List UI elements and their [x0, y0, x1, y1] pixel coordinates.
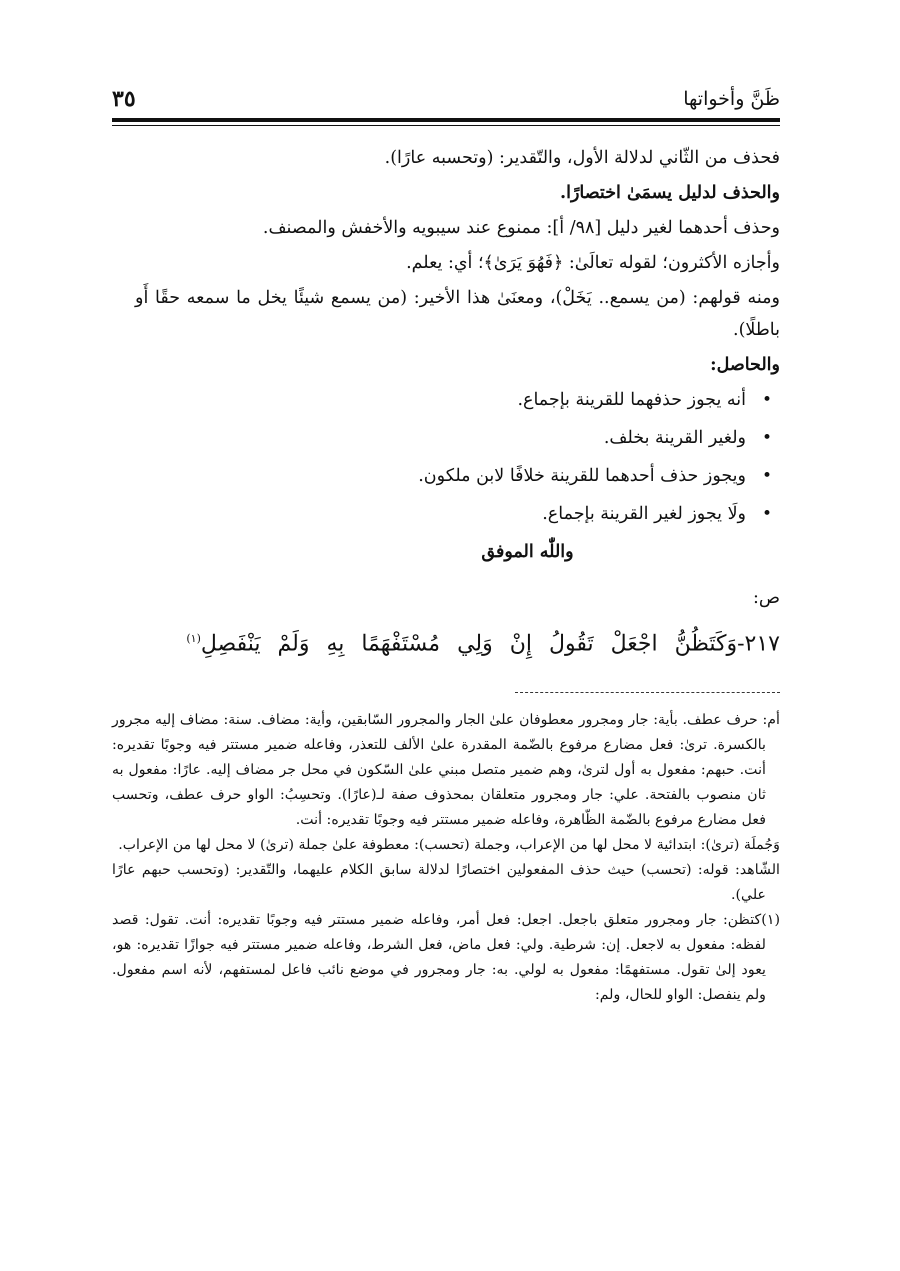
- summary-list: [135, 384, 780, 530]
- paragraph-heading: والحاصل:: [710, 355, 780, 375]
- footnote-separator: [515, 692, 780, 693]
- paragraph: ومنه قولهم: (من يسمع.. يَخَلْ)، ومعنَىٰ هذا الأخير: (من يسمع شيئًا يخل ما سمعه حقًا أَو باطلًا).: [135, 288, 780, 340]
- verse-text: ٢١٧-وَكَتَظُنُّ اجْعَلْ تَقُولُ إِنْ وَلِي مُسْتَفْهَمًا بِهِ وَلَمْ يَنْفَصِلِ: [200, 631, 780, 657]
- page-number: ٣٥: [112, 86, 136, 112]
- verse-line: [135, 618, 780, 665]
- header-rule-thin: [112, 125, 780, 126]
- footnote-marker[interactable]: (١): [186, 632, 201, 645]
- main-text: [135, 142, 780, 668]
- list-item: • أنه يجوز حذفهما للقرينة بإجماع.: [135, 384, 746, 416]
- closing-line: واللّٰه الموفق: [481, 542, 574, 562]
- header-rule-thick: [112, 118, 780, 122]
- footnote-paragraph: أم: حرف عطف. بأية: جار ومجرور معطوفان علىٰ الجار والمجرور السّابقين، وأية: مضاف. سنة: مضاف إليه مجرور بالكسرة. ترىٰ: فعل مضارع مرفوع بالضّمة المقدرة علىٰ الألف للتعذر، وفاعله ضمير مستتر فيه وجوبًا تقديره: أنت. حبهم: مفعول به أول لترىٰ، وهم ضمير متصل مبني علىٰ السّكون في محل جر مضاف إليه. عارًا: مفعول به ثان منصوب بالفتحة. علي: جار ومجرور متعلقان بمحذوف صفة لـ(عارًا). وتحسِبُ: الواو حرف عطف، وتحسب فعل مضارع مرفوع بالضّمة الظّاهرة، وفاعله ضمير مستتر فيه وجوبًا تقديره: أنت.: [112, 712, 780, 828]
- paragraph: فحذف من الثّاني لدلالة الأول، والتّقدير: (وتحسبه عارًا).: [384, 148, 780, 168]
- list-item: • ويجوز حذف أحدهما للقرينة خلافًا لابن ملكون.: [135, 460, 746, 492]
- running-title: ظَنَّ وأخواتها: [683, 88, 780, 110]
- list-item: • ولغير القرينة بخلف.: [135, 422, 746, 454]
- footnotes: [112, 708, 780, 1008]
- footnote-paragraph: الشّاهد: قوله: (تحسب) حيث حذف المفعولين اختصارًا لدلالة سابق الكلام عليهما، والتّقدير: (وتحسب حبهم عارًا علي).: [112, 862, 780, 903]
- paragraph: وأجازه الأكثرون؛ لقوله تعالَىٰ: ﴿فَهُوَ يَرَىٰ﴾؛ أي: يعلم.: [406, 253, 780, 273]
- footnote-paragraph: وَجُملَة (ترىٰ): ابتدائية لا محل لها من الإعراب، وجملة (تحسب): معطوفة علىٰ جملة (ترىٰ) لا محل لها من الإعراب.: [118, 837, 780, 853]
- paragraph: وحذف أحدهما لغير دليل [٩٨/ أ]: ممنوع عند سيبويه والأخفش والمصنف.: [262, 218, 780, 238]
- list-item: • ولَا يجوز لغير القرينة بإجماع.: [135, 498, 746, 530]
- paragraph: والحذف لدليل يسمَىٰ اختصارًا.: [560, 183, 780, 203]
- section-label: ص:: [752, 588, 780, 608]
- footnote-paragraph: (١)كتظن: جار ومجرور متعلق باجعل. اجعل: فعل أمر، وفاعله ضمير مستتر فيه وجوبًا تقديره: أنت. تقول: قصد لفظه: مفعول به لاجعل. إن: شرطية. ولي: فعل ماض، فعل الشرط، وفاعله ضمير مستتر فيه جوازًا تقديره: هو، يعود إلىٰ تقول. مستفهمًا: مفعول به لولي. به: جار ومجرور في موضع نائب فاعل لمستفهم، لأنه اسم مفعول. ولم ينفصل: الواو للحال، ولم:: [112, 912, 780, 1003]
